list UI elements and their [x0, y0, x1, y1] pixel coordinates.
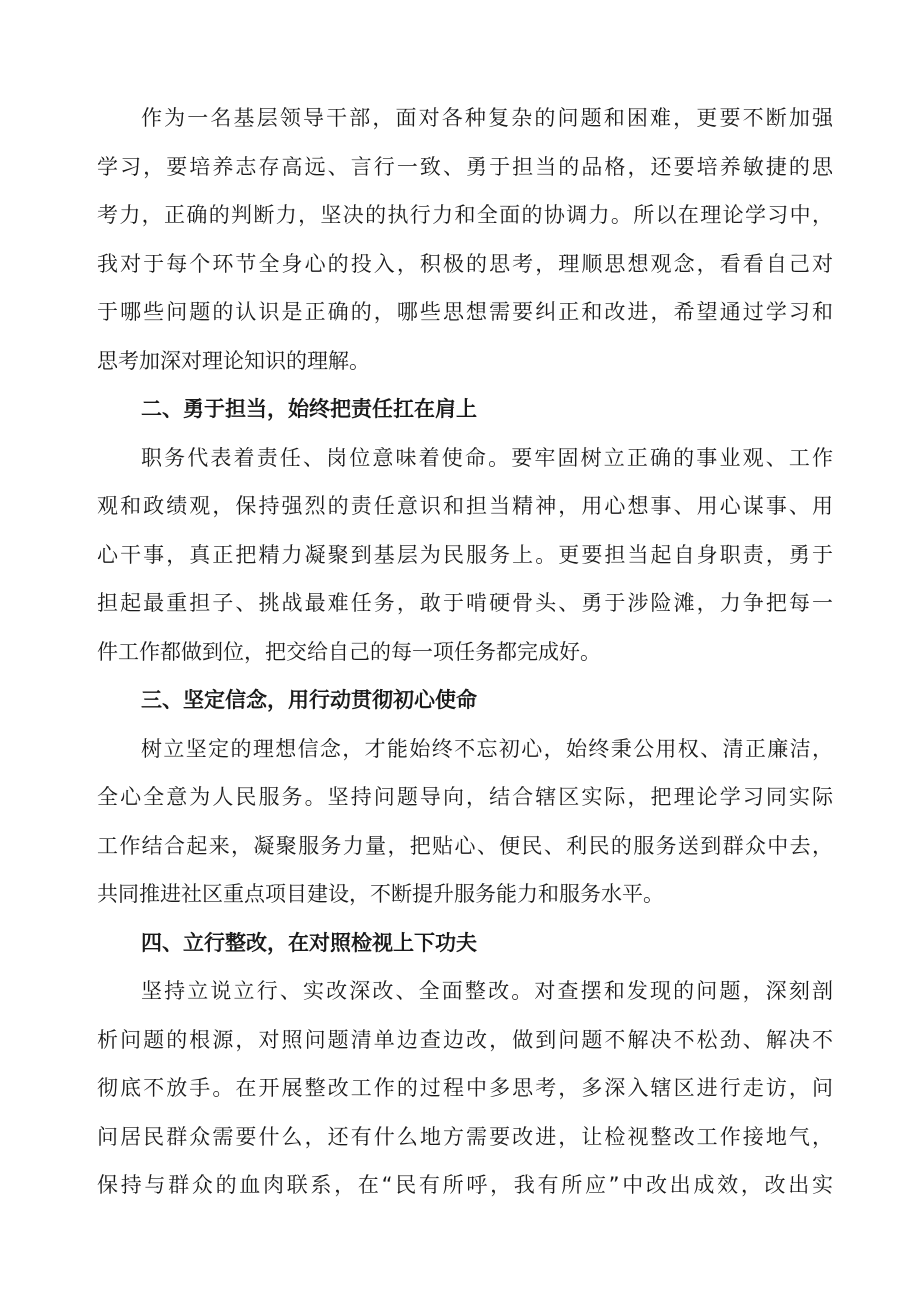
- document-body: [97, 94, 833, 1210]
- paragraph-line: 件工作都做到位，把交给自己的每一项任务都完成好。: [97, 639, 601, 664]
- section-heading: 四、立行整改，在对照检视上下功夫: [141, 930, 477, 955]
- paragraph-line: 我对于每个环节全身心的投入，积极的思考，理顺思想观念，看看自己对: [97, 251, 833, 276]
- paragraph-line: 心干事，真正把精力凝聚到基层为民服务上。更要担当起自身职责，勇于: [97, 542, 833, 567]
- paragraph-line: 考力，正确的判断力，坚决的执行力和全面的协调力。所以在理论学习中，: [97, 203, 833, 227]
- paragraph-line: 于哪些问题的认识是正确的，哪些思想需要纠正和改进，希望通过学习和: [97, 300, 833, 324]
- paragraph-line: 保持与群众的血肉联系，在“民有所呼，我有所应”中改出成效，改出实: [97, 1173, 833, 1197]
- paragraph-line: 共同推进社区重点项目建设，不断提升服务能力和服务水平。: [97, 882, 664, 906]
- paragraph-line: 学习，要培养志存高远、言行一致、勇于担当的品格，还要培养敏捷的思: [97, 154, 833, 179]
- paragraph-line: 思考加深对理论知识的理解。: [97, 348, 370, 373]
- paragraph-line: 观和政绩观，保持强烈的责任意识和担当精神，用心想事、用心谋事、用: [97, 494, 833, 518]
- paragraph-line: 担起最重担子、挑战最难任务，敢于啃硬骨头、勇于涉险滩，力争把每一: [97, 591, 833, 615]
- paragraph-line: 彻底不放手。在开展整改工作的过程中多思考，多深入辖区进行走访，问: [97, 1076, 833, 1100]
- paragraph-line: 工作结合起来，凝聚服务力量，把贴心、便民、利民的服务送到群众中去，: [97, 833, 833, 858]
- paragraph-line: 问居民群众需要什么，还有什么地方需要改进，让检视整改工作接地气，: [97, 1124, 833, 1149]
- section-heading: 三、坚定信念，用行动贯彻初心使命: [141, 688, 477, 712]
- paragraph-line: 职务代表着责任、岗位意味着使命。要牢固树立正确的事业观、工作: [141, 445, 833, 470]
- paragraph-line: 全心全意为人民服务。坚持问题导向，结合辖区实际，把理论学习同实际: [97, 785, 833, 809]
- paragraph-line: 作为一名基层领导干部，面对各种复杂的问题和困难，更要不断加强: [141, 106, 833, 130]
- paragraph-line: 析问题的根源，对照问题清单边查边改，做到问题不解决不松劲、解决不: [97, 1027, 833, 1052]
- paragraph-line: 坚持立说立行、实改深改、全面整改。对查摆和发现的问题，深刻剖: [141, 979, 833, 1003]
- section-heading: 二、勇于担当，始终把责任扛在肩上: [141, 397, 477, 421]
- paragraph-line: 树立坚定的理想信念，才能始终不忘初心，始终秉公用权、清正廉洁，: [141, 736, 833, 761]
